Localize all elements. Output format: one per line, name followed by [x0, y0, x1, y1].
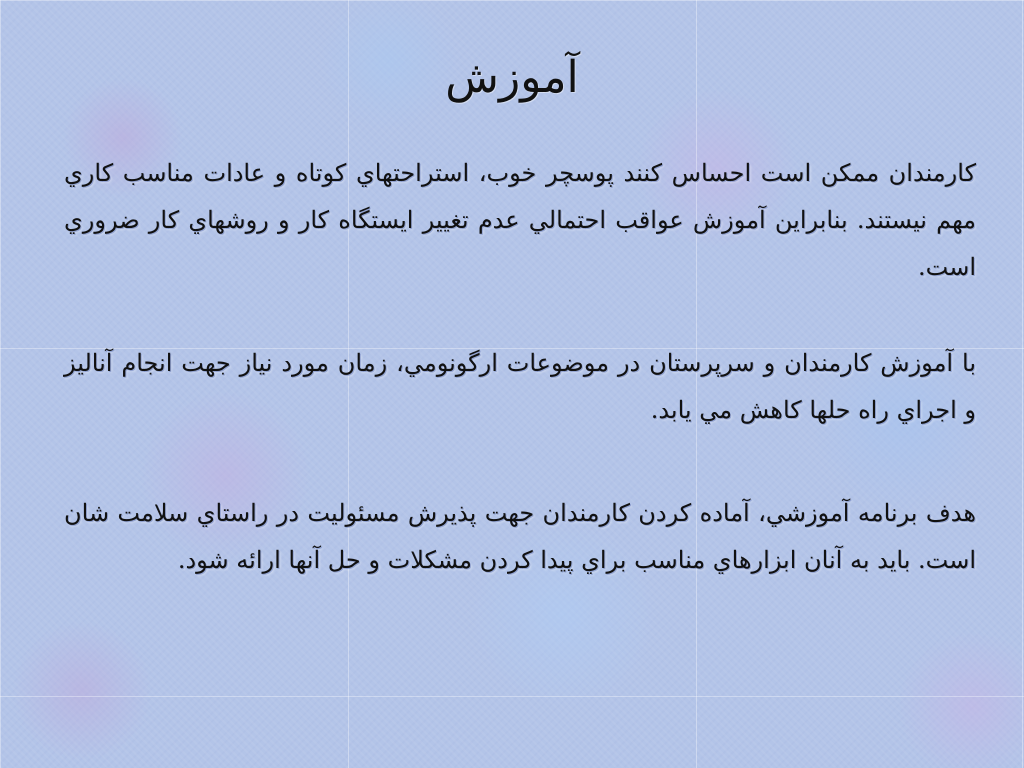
paragraph-ergonomics-training: با آموزش كارمندان و سرپرستان در موضوعات ارگونومي، زمان مورد نياز جهت انجام آناليز و اجراي راه حلها كاهش مي يابد. — [64, 349, 976, 424]
paragraph-program-goal: هدف برنامه آموزشي، آماده كردن كارمندان جهت پذيرش مسئوليت در راستاي سلامت شان است. بايد به آنان ابزارهاي مناسب براي پيدا كردن مشكلات و حل آنها ارائه شود. — [64, 499, 976, 574]
paragraph-staff-awareness: كارمندان ممكن است احساس كنند پوسچر خوب، استراحتهاي كوتاه و عادات مناسب كاري مهم نيستند. بنابراين آموزش عواقب احتمالي عدم تغيير ايستگاه كار و روشهاي كار ضروري است. — [64, 159, 976, 281]
slide-title: آموزش — [445, 52, 579, 103]
